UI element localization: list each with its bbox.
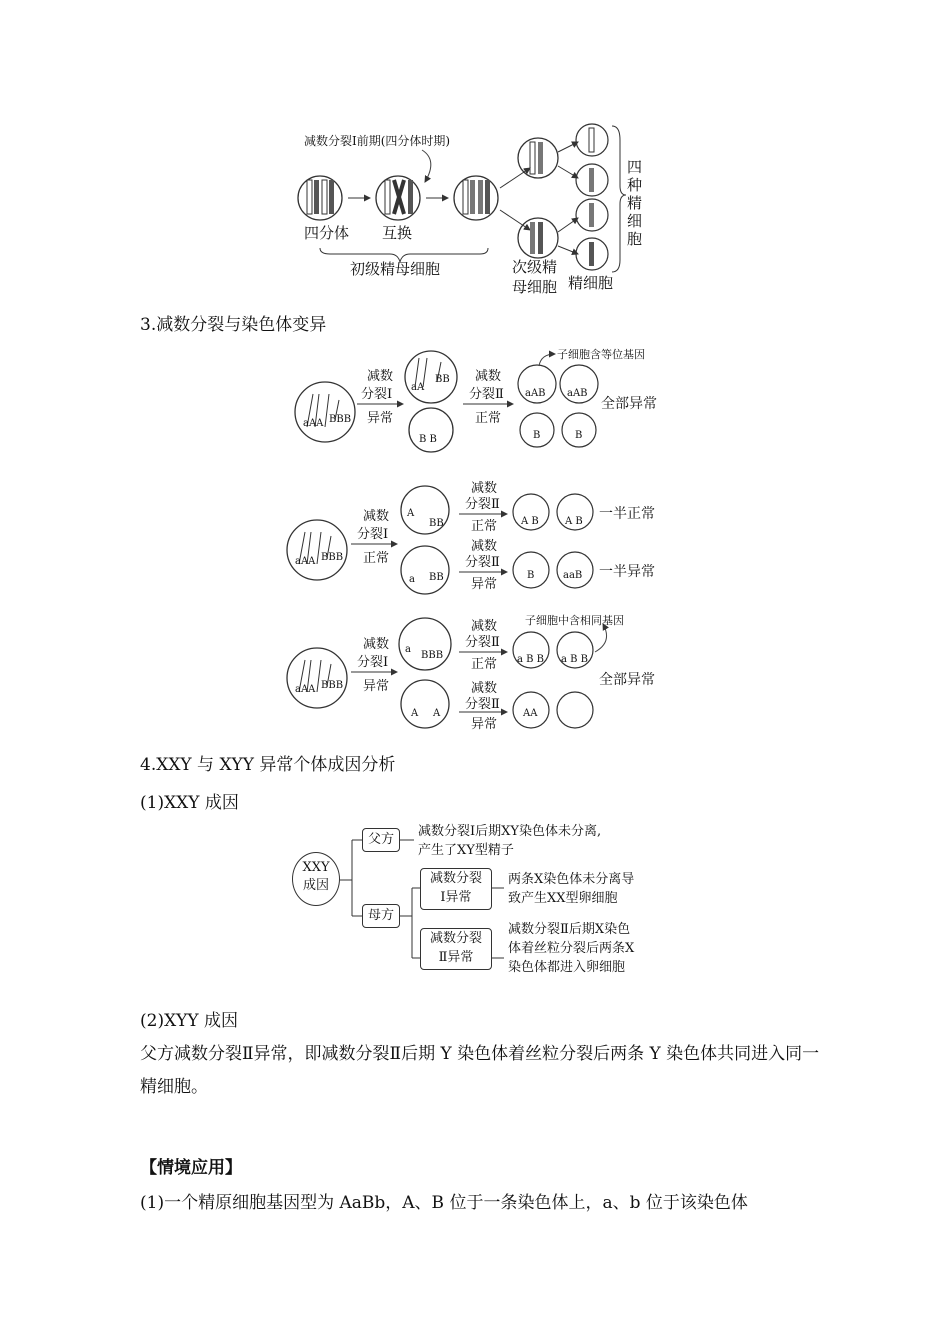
svg-text:AA: AA — [523, 708, 538, 719]
scenario-3 — [287, 613, 655, 732]
svg-text:BB: BB — [429, 518, 444, 529]
svg-text:a: a — [405, 644, 411, 655]
s2-division2: 分裂Ⅱ — [465, 497, 500, 512]
s2-normal-2: 正常 — [471, 519, 498, 534]
s1-note: 子细胞含等位基因 — [557, 348, 645, 361]
four-sperm-5: 胞 — [627, 230, 643, 248]
m1-box-1: 减数分裂 — [429, 871, 482, 886]
father-text-1: 减数分裂Ⅰ后期XY染色体未分离, — [418, 824, 602, 839]
four-sperm-1: 四 — [627, 158, 643, 176]
m1-text — [508, 870, 634, 908]
sperm-label: 精细胞 — [568, 274, 614, 292]
svg-text:a: a — [409, 574, 415, 585]
svg-text:B: B — [575, 430, 583, 441]
m2-text-1: 减数分裂Ⅱ后期X染色 — [508, 922, 631, 937]
four-sperm-4: 细 — [627, 212, 643, 230]
section4-sub1: (1)XXY 成因 — [140, 793, 239, 813]
svg-text:B: B — [533, 430, 541, 441]
svg-text:a B B: a B B — [517, 654, 545, 665]
s1-division2: 分裂Ⅱ — [469, 387, 504, 402]
m2-text — [508, 920, 634, 977]
s3-reduction-2: 减数 — [471, 619, 498, 634]
svg-text:a B B: a B B — [561, 654, 589, 665]
s3-division2: 分裂Ⅱ — [465, 635, 500, 650]
m2-box-2: Ⅱ异常 — [438, 950, 474, 965]
s1-normal: 正常 — [475, 411, 502, 426]
s2-division2-b: 分裂Ⅱ — [465, 555, 500, 570]
svg-text:aaB: aaB — [563, 570, 583, 581]
scenario-1 — [295, 347, 657, 452]
xxy-root-1: XXY — [302, 860, 330, 875]
svg-text:BBB: BBB — [329, 414, 352, 425]
m1-text-2: 致产生XX型卵细胞 — [508, 891, 618, 906]
svg-text:A: A — [411, 708, 419, 719]
svg-text:BB: BB — [429, 572, 444, 583]
section3-heading: 3.减数分裂与染色体变异 — [140, 315, 327, 335]
pre-division-cell — [454, 176, 498, 220]
s1-result: 全部异常 — [601, 396, 657, 412]
crossover-figure — [290, 120, 660, 300]
s2-reduction-3: 减数 — [471, 539, 498, 554]
s3-note: 子细胞中含相同基因 — [525, 614, 624, 627]
s3-abnormal-2: 异常 — [471, 717, 498, 732]
s2-result-1: 一半正常 — [599, 506, 655, 522]
svg-text:BBB: BBB — [321, 552, 344, 563]
s3-normal: 正常 — [471, 657, 498, 672]
variation-svg — [285, 342, 675, 737]
m2-box-1: 减数分裂 — [429, 931, 482, 946]
prophase-note: 减数分裂Ⅰ前期(四分体时期) — [304, 134, 451, 148]
m1-text-1: 两条X染色体未分离导 — [508, 872, 635, 887]
s3-division1: 分裂Ⅰ — [357, 655, 389, 670]
m2-text-2: 体着丝粒分裂后两条X — [508, 941, 635, 956]
m1-box — [420, 868, 492, 910]
xxy-root-2: 成因 — [302, 878, 329, 893]
xyy-paragraph: 父方减数分裂Ⅱ异常，即减数分裂Ⅱ后期 Y 染色体着丝粒分裂后两条 Y 染色体共同进入同一精细胞。 — [140, 1044, 820, 1097]
crossover-cell — [376, 176, 420, 220]
svg-text:A B: A B — [565, 516, 583, 527]
svg-text:aAB: aAB — [567, 388, 588, 399]
svg-text:BBB: BBB — [421, 650, 444, 661]
s2-normal: 正常 — [363, 551, 390, 566]
section4-heading: 4.XXY 与 XYY 异常个体成因分析 — [140, 755, 396, 775]
scenario-2 — [287, 480, 655, 594]
father-box: 父方 — [362, 828, 400, 852]
sperm-cell-1 — [576, 124, 608, 156]
s2-result-2: 一半异常 — [599, 564, 655, 580]
s2-reduction: 减数 — [363, 509, 390, 524]
svg-text:B: B — [527, 570, 535, 581]
s3-reduction-3: 减数 — [471, 681, 498, 696]
svg-text:BB: BB — [435, 374, 450, 385]
svg-text:aAA: aAA — [303, 418, 324, 429]
s2-division1: 分裂Ⅰ — [357, 527, 389, 542]
situation-heading: 【情境应用】 — [140, 1158, 242, 1178]
s2-abnormal: 异常 — [471, 577, 498, 592]
mother-box: 母方 — [362, 904, 400, 928]
s3-division2-b: 分裂Ⅱ — [465, 697, 500, 712]
svg-text:BBB: BBB — [321, 680, 344, 691]
crossover-svg — [290, 120, 660, 300]
father-text — [418, 822, 601, 860]
tetrad-cell — [298, 176, 342, 220]
m1-box-2: Ⅰ异常 — [440, 890, 472, 905]
meiosis-variation-figure — [285, 342, 675, 737]
svg-text:aAA: aAA — [295, 556, 316, 567]
svg-text:A B: A B — [521, 516, 539, 527]
father-text-2: 产生了XY型精子 — [418, 843, 514, 858]
secondary-label-1: 次级精 — [512, 258, 558, 276]
xxy-root — [292, 852, 340, 906]
svg-text:aAB: aAB — [525, 388, 546, 399]
svg-text:aAA: aAA — [295, 684, 316, 695]
svg-text:A: A — [407, 508, 415, 519]
m2-box — [420, 928, 492, 970]
crossover-label: 互换 — [382, 224, 413, 242]
primary-label: 初级精母细胞 — [350, 260, 441, 278]
four-sperm-2: 种 — [627, 176, 643, 194]
s1-division1: 分裂Ⅰ — [361, 387, 393, 402]
svg-text:aA: aA — [411, 382, 425, 393]
s3-abnormal: 异常 — [363, 679, 390, 694]
svg-text:B B: B B — [419, 434, 437, 445]
s1-reduction-2: 减数 — [475, 369, 502, 384]
s3-result: 全部异常 — [599, 672, 655, 688]
m2-text-3: 染色体都进入卵细胞 — [508, 960, 626, 975]
s3-reduction: 减数 — [363, 637, 390, 652]
svg-text:A: A — [433, 708, 441, 719]
section4-sub2: (2)XYY 成因 — [140, 1011, 239, 1031]
s2-reduction-2: 减数 — [471, 481, 498, 496]
s1-abnormal: 异常 — [367, 411, 394, 426]
secondary-label-2: 母细胞 — [512, 278, 558, 296]
tetrad-label: 四分体 — [304, 224, 350, 242]
four-sperm-3: 精 — [627, 194, 643, 212]
s1-reduction: 减数 — [367, 369, 394, 384]
xxy-diagram — [290, 818, 670, 978]
situation-q1: (1)一个精原细胞基因型为 AaBb，A、B 位于一条染色体上，a、b 位于该染色体 — [140, 1193, 748, 1213]
